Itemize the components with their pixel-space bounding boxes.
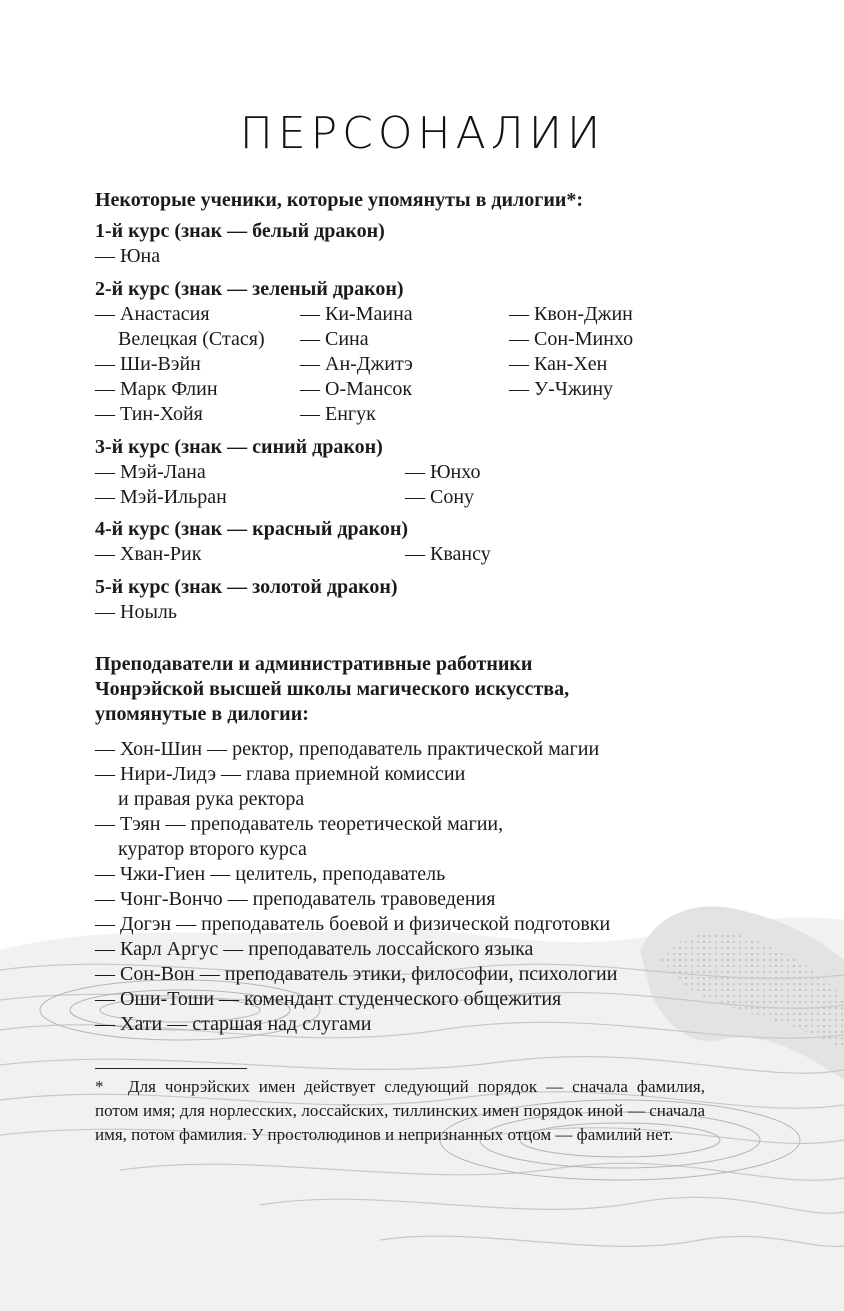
list-item: — Нири-Лидэ — глава приемной комиссии [95,763,466,785]
list-item: — Карл Аргус — преподаватель лоссайского языка [95,938,534,960]
list-item: — Марк Флин [95,378,218,400]
list-item: — Оши-Тоши — комендант студенческого общежития [95,988,562,1010]
staff-heading-line: Чонрэйской высшей школы магического искусства, [95,678,570,700]
list-item: — Ки-Маина [300,303,413,325]
list-item: и правая рука ректора [118,788,305,810]
list-item: — Сон-Вон — преподаватель этики, философии, психологии [95,963,618,985]
list-item: — Догэн — преподаватель боевой и физической подготовки [95,913,611,935]
course1-name: — Юна [95,245,161,267]
list-item: — Сону [405,486,475,508]
list-item: — У-Чжину [509,378,614,400]
course2-heading: 2-й курс (знак — зеленый дракон) [95,278,404,300]
course3-heading: 3-й курс (знак — синий дракон) [95,436,383,458]
list-item: — Хати — старшая над слугами [95,1013,372,1035]
list-item: — Кан-Хен [509,353,608,375]
list-item: — Юнхо [405,461,481,483]
footnote-divider [95,1068,247,1069]
staff-heading [95,652,715,727]
course5-heading: 5-й курс (знак — золотой дракон) [95,576,398,598]
footnote-text: Для чонрэйских имен действует следующий порядок — сначала фамилия, потом имя; для норлесских, лоссайских, тиллинских имен порядок иной — сначала имя, потом фамилия. У простолюдинов и непризнанных отцом — фамилий нет. [95,1077,705,1144]
list-item: — О-Мансок [300,378,413,400]
list-item: — Тэян — преподаватель теоретической магии, [95,813,504,835]
list-item: куратор второго курса [118,838,307,860]
list-item: — Мэй-Лана [95,461,206,483]
list-item: — Мэй-Ильран [95,486,227,508]
list-item: — Чжи-Гиен — целитель, преподаватель [95,863,446,885]
list-item: — Сон-Минхо [509,328,634,350]
list-item: — Ши-Вэйн [95,353,201,375]
list-item: — Квон-Джин [509,303,633,325]
course5-name: — Ноыль [95,601,177,623]
list-item: — Чонг-Вончо — преподаватель травоведения [95,888,496,910]
list-item: — Квансу [405,543,491,565]
students-heading: Некоторые ученики, которые упомянуты в дилогии*: [95,189,584,211]
staff-list [95,737,715,1037]
list-item: — Сина [300,328,369,350]
list-item: — Тин-Хойя [95,403,203,425]
staff-heading-line: упомянутые в дилогии: [95,703,309,725]
course1-heading: 1-й курс (знак — белый дракон) [95,220,385,242]
footnote [95,1075,705,1147]
list-item: — Ан-Джитэ [300,353,413,375]
list-item: — Енгук [300,403,376,425]
footnote-mark: * [95,1077,104,1096]
page-title: ПЕРСОНАЛИИ [239,108,606,159]
list-item: — Хон-Шин — ректор, преподаватель практической магии [95,738,600,760]
staff-heading-line: Преподаватели и административные работники [95,653,533,675]
list-item: — Анастасия [95,303,210,325]
list-item: — Хван-Рик [95,543,202,565]
course4-heading: 4-й курс (знак — красный дракон) [95,518,409,540]
list-item: Велецкая (Стася) [118,328,265,350]
